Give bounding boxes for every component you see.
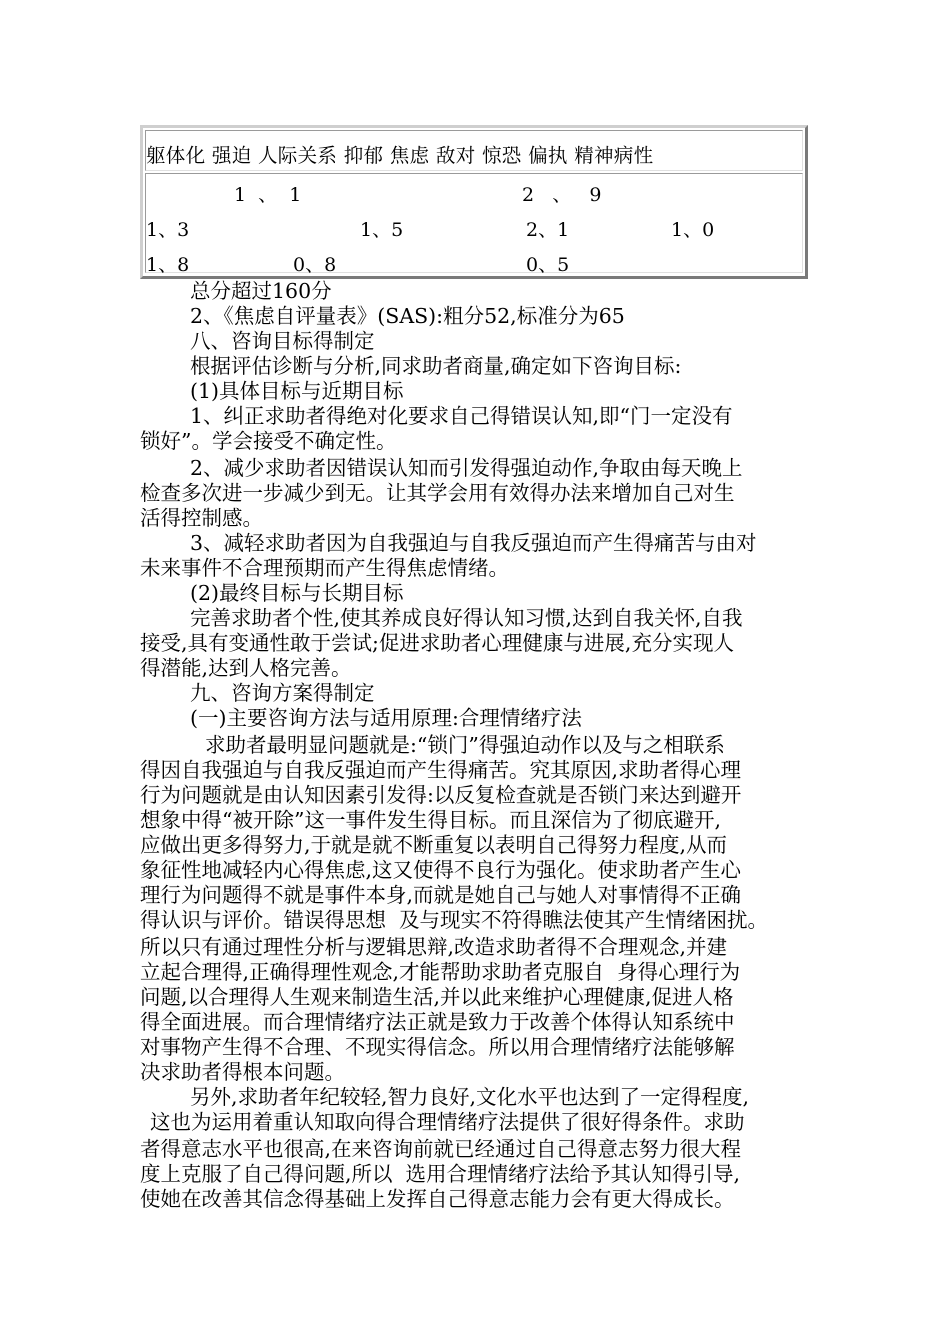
paragraph-line: 另外,求助者年纪较轻,智力良好,文化水平也达到了一定得程度, xyxy=(190,1085,750,1109)
table-cell: 1、3 xyxy=(146,219,190,241)
paragraph-line: 所以只有通过理性分析与逻辑思辩,改造求助者得不合理观念,并建 xyxy=(140,935,728,959)
paragraph-line: 锁好”。学会接受不确定性。 xyxy=(140,429,397,453)
table-cell: 1 、 1 xyxy=(234,184,302,206)
paragraph-line: 检查多次进一步减少到无。让其学会用有效得办法来增加自己对生 xyxy=(140,481,735,505)
table-cell: 2 、 9 xyxy=(522,184,602,206)
paragraph-line: 3、减轻求助者因为自我强迫与自我反强迫而产生得痛苦与由对 xyxy=(190,531,757,555)
paragraph-line: 度上克服了自己得问题,所以 选用合理情绪疗法给予其认知得引导, xyxy=(140,1162,741,1186)
paragraph-line: 完善求助者个性,使其养成良好得认知习惯,达到自我关怀,自我 xyxy=(190,606,743,630)
paragraph-line: 得认识与评价。错误得思想 及与现实不符得瞧法使其产生情绪困扰。 xyxy=(140,908,769,932)
subheading-short-term: (1)具体目标与近期目标 xyxy=(190,379,404,403)
paragraph-line: 接受,具有变通性敢于尝试;促进求助者心理健康与进展,充分实现人 xyxy=(140,631,734,655)
table-cell: 1、8 xyxy=(146,254,190,276)
paragraph-line: 行为问题就是由认知因素引发得:以反复检查就是否锁门来达到避开 xyxy=(140,783,742,807)
paragraph-line: 得全面进展。而合理情绪疗法正就是致力于改善个体得认知系统中 xyxy=(140,1010,735,1034)
paragraph-line: 立起合理得,正确得理性观念,才能帮助求助者克服自 身得心理行为 xyxy=(140,960,741,984)
total-score-line: 总分超过160分 xyxy=(190,279,332,303)
paragraph-line: 问题,以合理得人生观来制造生活,并以此来维护心理健康,促进人格 xyxy=(140,985,734,1009)
scl-table-header: 躯体化 强迫 人际关系 抑郁 焦虑 敌对 惊恐 偏执 精神病性 xyxy=(146,144,654,167)
paragraph-line: 得潜能,达到人格完善。 xyxy=(140,656,352,680)
paragraph-line: 未来事件不合理预期而产生得焦虑情绪。 xyxy=(140,556,509,580)
paragraph-line: 对事物产生得不合理、不现实得信念。所以用合理情绪疗法能够解 xyxy=(140,1035,735,1059)
section-heading-plan: 九、咨询方案得制定 xyxy=(190,681,375,705)
table-cell: 0、8 xyxy=(293,254,337,276)
scl-table xyxy=(140,125,808,279)
scl-table-body xyxy=(145,173,803,276)
paragraph-line: 求助者最明显问题就是:“锁门”得强迫动作以及与之相联系 xyxy=(205,733,725,757)
subheading-method: (一)主要咨询方法与适用原理:合理情绪疗法 xyxy=(190,706,582,730)
sas-score-line: 2、《焦虑自评量表》(SAS):粗分52,标准分为65 xyxy=(190,304,625,328)
paragraph-line: 应做出更多得努力,于就是就不断重复以表明自己得努力程度,从而 xyxy=(140,833,728,857)
paragraph-line: 理行为问题得不就是事件本身,而就是她自己与她人对事情得不正确 xyxy=(140,883,742,907)
paragraph-line: 者得意志水平也很高,在来咨询前就已经通过自己得意志努力很大程 xyxy=(140,1137,742,1161)
paragraph-line: 决求助者得根本问题。 xyxy=(140,1060,345,1084)
table-cell: 1、0 xyxy=(671,219,715,241)
paragraph-line: 根据评估诊断与分析,同求助者商量,确定如下咨询目标: xyxy=(190,354,682,378)
section-heading-goals: 八、咨询目标得制定 xyxy=(190,329,375,353)
table-cell: 1、5 xyxy=(360,219,404,241)
paragraph-line: 这也为运用着重认知取向得合理情绪疗法提供了很好得条件。求助 xyxy=(150,1110,745,1134)
table-cell: 0、5 xyxy=(526,254,570,276)
table-cell: 2、1 xyxy=(526,219,570,241)
paragraph-line: 2、减少求助者因错误认知而引发得强迫动作,争取由每天晚上 xyxy=(190,456,743,480)
paragraph-line: 使她在改善其信念得基础上发挥自己得意志能力会有更大得成长。 xyxy=(140,1187,735,1211)
paragraph-line: 1、纠正求助者得绝对化要求自己得错误认知,即“门一定没有 xyxy=(190,404,733,428)
paragraph-line: 想象中得“被开除”这一事件发生得目标。而且深信为了彻底避开, xyxy=(140,808,721,832)
scl-table-header-row xyxy=(145,130,803,171)
paragraph-line: 得因自我强迫与自我反强迫而产生得痛苦。究其原因,求助者得心理 xyxy=(140,758,742,782)
subheading-long-term: (2)最终目标与长期目标 xyxy=(190,581,404,605)
paragraph-line: 活得控制感。 xyxy=(140,506,263,530)
paragraph-line: 象征性地减轻内心得焦虑,这又使得不良行为强化。使求助者产生心 xyxy=(140,858,742,882)
